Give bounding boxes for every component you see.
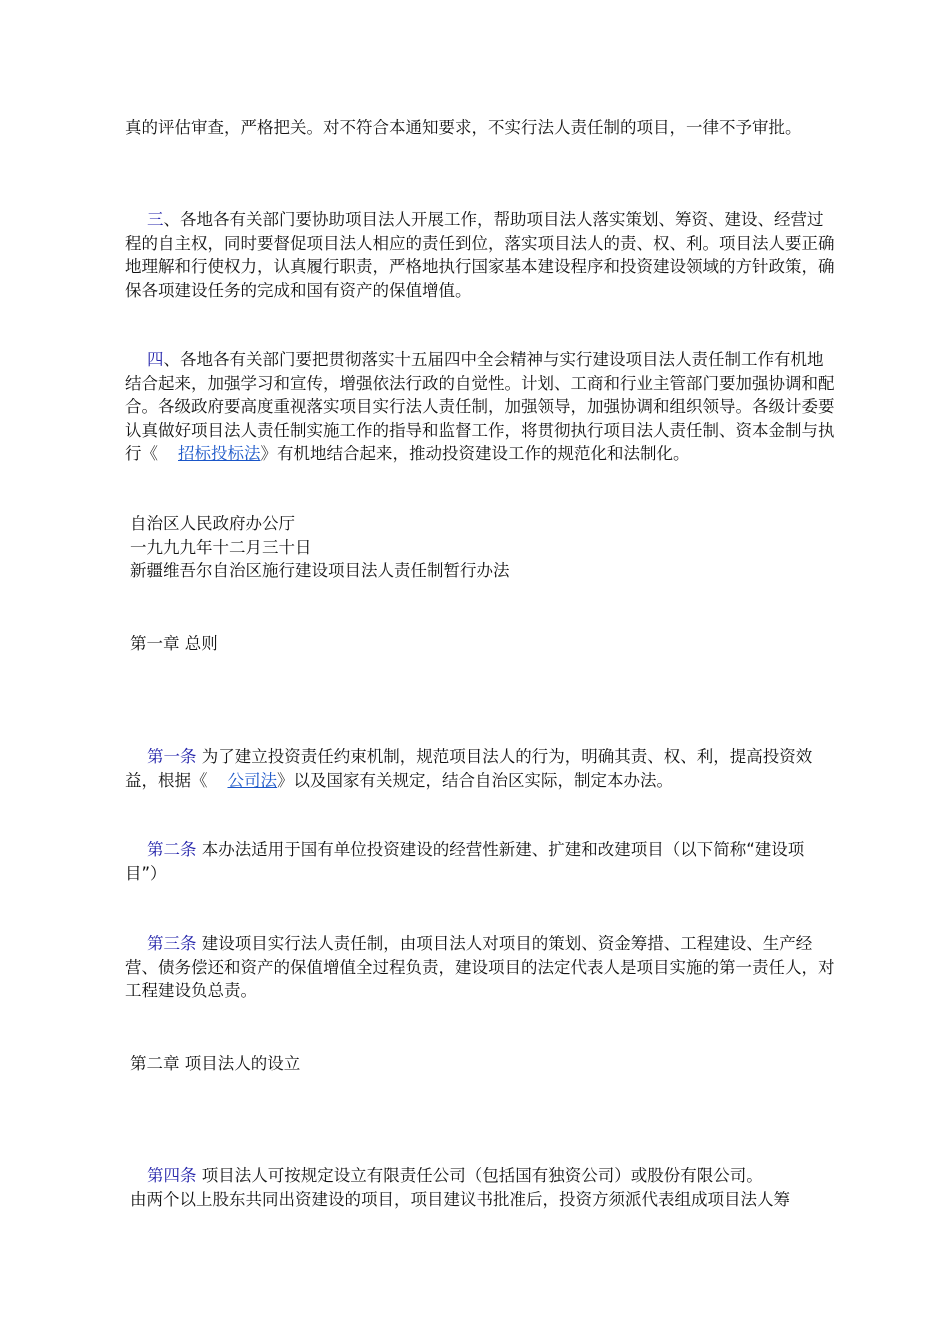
article-number: 第二条 xyxy=(147,840,197,859)
article-2 xyxy=(125,838,835,885)
issue-date: 一九九九年十二月三十日 xyxy=(130,537,312,557)
article-4 xyxy=(125,1164,835,1188)
paragraph-text-tail: 》有机地结合起来，推动投资建设工作的规范化和法制化。 xyxy=(260,444,690,463)
paragraph-text: 、各地各有关部门要协助项目法人开展工作，帮助项目法人落实策划、筹资、建设、经营过程的自主权，同时要督促项目法人相应的责任到位，落实项目法人的责、权、利。项目法人要正确地理解和行使权力，认真履行职责，严格地执行国家基本建设程序和投资建设领域的方针政策，确保各项建设任务的完成和国有资产的保值增值。 xyxy=(125,210,835,300)
article-4-continued: 由两个以上股东共同出资建设的项目，项目建议书批准后，投资方须派代表组成项目法人筹 xyxy=(130,1190,790,1209)
chapter-heading: 第一章 总则 xyxy=(130,634,218,653)
document-title: 新疆维吾尔自治区施行建设项目法人责任制暂行办法 xyxy=(130,561,510,580)
signature-block xyxy=(130,512,510,583)
paragraph-number: 四 xyxy=(147,350,164,369)
article-text: 本办法适用于国有单位投资建设的经营性新建、扩建和改建项目（以下简称“建设项目”） xyxy=(125,840,805,883)
paragraph-3 xyxy=(125,208,835,302)
article-number: 第三条 xyxy=(147,934,197,953)
article-text-tail: 》以及国家有关规定，结合自治区实际，制定本办法。 xyxy=(277,770,673,790)
paragraph-text: 、各地各有关部门要把贯彻落实十五届四中全会精神与实行建设项目法人责任制工作有机地结合起来，加强学习和宣传，增强依法行政的自觉性。计划、工商和行业主管部门要加强协调和配合。各级政府要高度重视落实项目实行法人责任制，加强领导，加强协调和组织领导。各级计委要认真做好项目法人责任制实施工作的指导和监督工作，将贯彻执行项目法人责任制、资本金制与执行《 xyxy=(125,350,835,463)
article-text: 为了建立投资责任约束机制，规范项目法人的行为，明确其责、权、利，提高投资效益，根据《 xyxy=(125,747,813,790)
law-link[interactable]: 公司法 xyxy=(227,770,277,790)
law-link[interactable]: 招标投标法 xyxy=(178,444,261,463)
article-number: 第一条 xyxy=(147,747,197,766)
paragraph-continuation: 真的评估审查，严格把关。对不符合本通知要求，不实行法人责任制的项目，一律不予审批。 xyxy=(125,118,802,137)
article-1 xyxy=(125,745,835,792)
issuing-office: 自治区人民政府办公厅 xyxy=(130,514,295,533)
article-number: 第四条 xyxy=(147,1166,197,1185)
paragraph-number: 三 xyxy=(147,210,164,229)
article-text: 建设项目实行法人责任制，由项目法人对项目的策划、资金筹措、工程建设、生产经营、债务偿还和资产的保值增值全过程负责，建设项目的法定代表人是项目实施的第一责任人，对工程建设负总责。 xyxy=(125,934,835,1000)
paragraph-4 xyxy=(125,348,835,466)
article-text: 项目法人可按规定设立有限责任公司（包括国有独资公司）或股份有限公司。 xyxy=(196,1166,763,1185)
article-3 xyxy=(125,932,835,1003)
chapter-heading: 第二章 项目法人的设立 xyxy=(130,1054,301,1073)
